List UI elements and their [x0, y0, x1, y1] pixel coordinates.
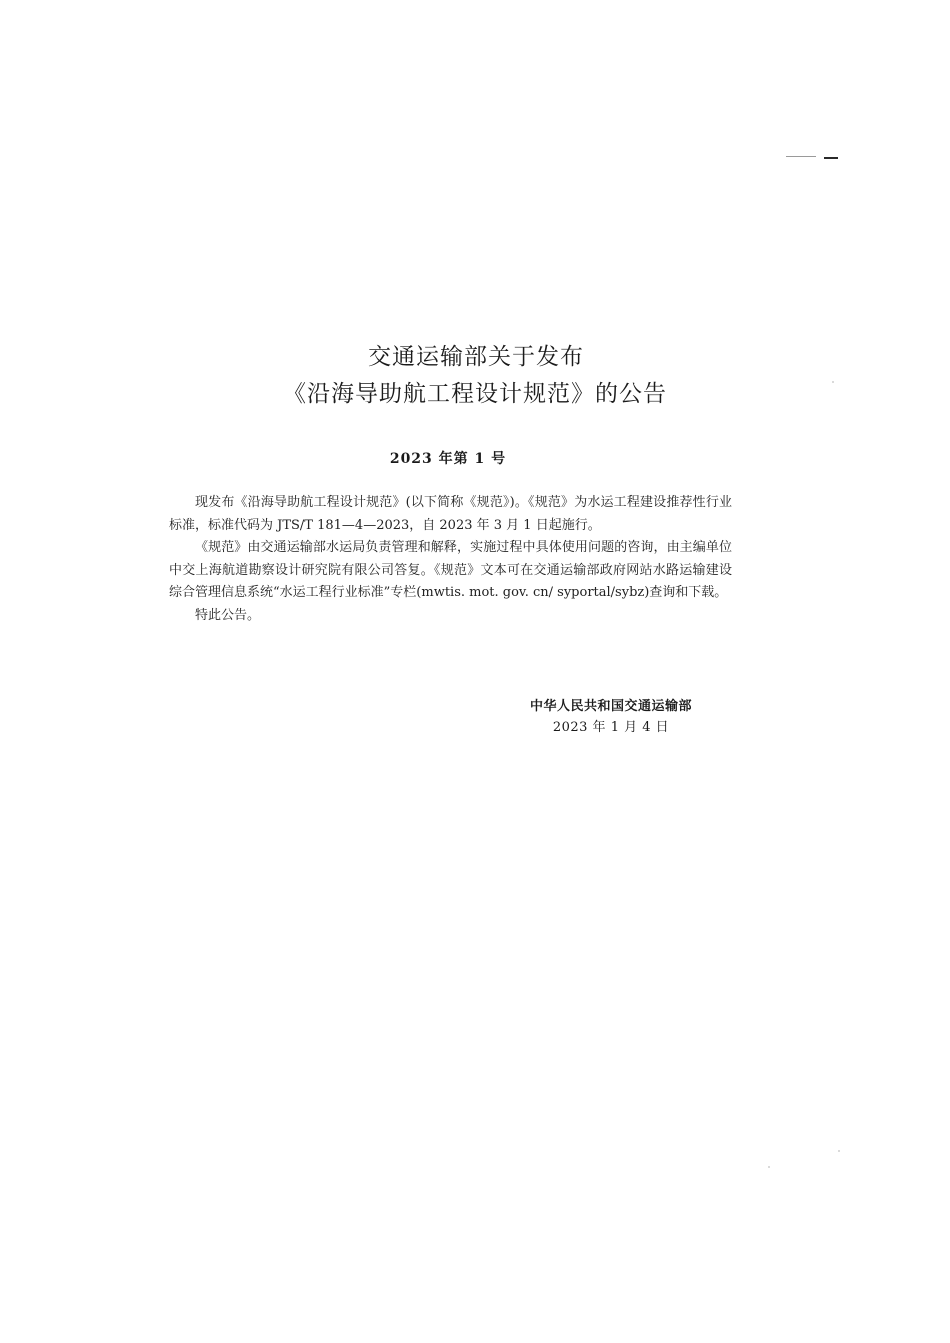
signature-date: 2023 年 1 月 4 日 — [552, 720, 670, 735]
paragraph-publication: 现发布《沿海导助航工程设计规范》(以下简称《规范》)。《规范》为水运工程建设推荐性行业标准，标准代码为 JTS/T 181—4—2023，自 2023 年 3 月 1 日起施行。 — [169, 495, 732, 533]
scan-speck — [768, 1166, 770, 1168]
scan-artifact-line — [786, 156, 816, 157]
paragraph-closing: 特此公告。 — [195, 607, 261, 623]
scan-speck — [838, 1150, 840, 1152]
issue-number: 2023 年第 1 号 — [389, 451, 507, 467]
notice-title-line-2: 《沿海导助航工程设计规范》的公告 — [283, 381, 667, 407]
signature-organization: 中华人民共和国交通运输部 — [529, 699, 692, 714]
scan-artifact-mark — [824, 157, 838, 159]
paragraph-management: 《规范》由交通运输部水运局负责管理和解释，实施过程中具体使用问题的咨询，由主编单位中交上海航道勘察设计研究院有限公司答复。《规范》文本可在交通运输部政府网站水路运输建设综合管理信息系统“水运工程行业标准”专栏(mwtis. mot. gov. cn/ syportal/sybz)查询和下载。 — [169, 540, 732, 600]
notice-title-line-1: 交通运输部关于发布 — [368, 344, 584, 370]
notice-body — [169, 492, 732, 627]
